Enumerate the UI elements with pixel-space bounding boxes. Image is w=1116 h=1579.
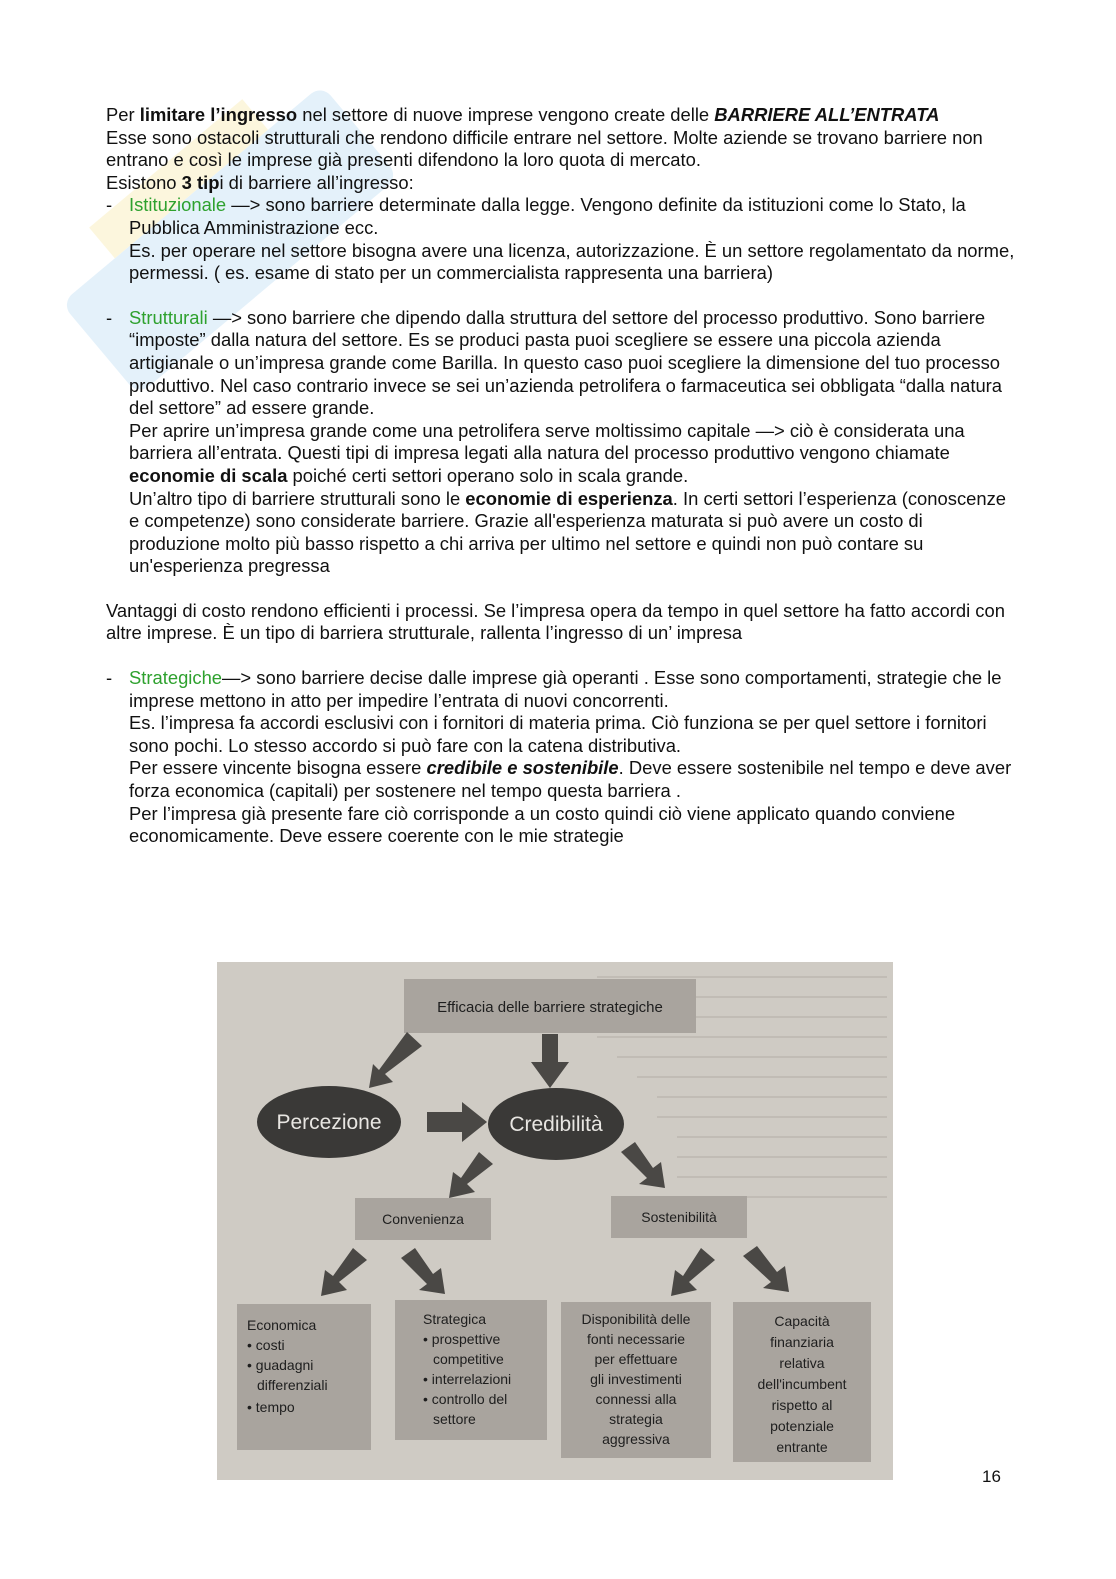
svg-text:Strategica: Strategica (423, 1311, 487, 1327)
svg-text:finanziaria: finanziaria (770, 1334, 834, 1350)
term-istituzionale: Istituzionale (129, 194, 227, 216)
svg-text:potenziale: potenziale (770, 1418, 834, 1434)
strategic-barriers-diagram (217, 962, 893, 1480)
svg-text:• costi: • costi (247, 1337, 285, 1353)
svg-text:rispetto al: rispetto al (771, 1397, 833, 1413)
svg-text:competitive: competitive (433, 1351, 504, 1367)
intro-line-1: Per limitare l’ingresso nel settore di nuove imprese vengono create delle BARRIERE ALL’ENTRATA (106, 104, 940, 125)
list-item-strategiche: - Strategiche—> sono barriere decise dalle imprese già operanti . Esse sono comportamenti, strategie che le imprese mettono in atto per impedire l’entrata di nuovi concorrenti. Es. l’impresa fa accordi esclusivi con i fornitori di materia prima. Ciò funziona se per quel settore i fornitori sono pochi. Lo stesso accordo si può fare con la catena distributiva. Per essere vincente bisogna essere credibile e sostenibile. Deve essere sostenibile nel tempo e deve aver forza economica (capitali) per sostenere nel tempo questa barriera . Per l’impresa già presente fare ciò corrisponde a un costo quindi ciò viene applicato quando conviene economicamente. Deve essere coerente con le mie strategie (106, 667, 1012, 847)
list-item-istituzionale: - Istituzionale —> sono barriere determinate dalla legge. Vengono definite da istituzioni come lo Stato, la Pubblica Amministrazione ecc. Es. per operare nel settore bisogna avere una licenza, autorizzazione. È un settore regolamentato da norme, permessi. ( es. esame di stato per un commercialista rappresenta una barriera) (106, 194, 1015, 284)
svg-text:fonti necessarie: fonti necessarie (586, 1331, 686, 1347)
svg-text:Disponibilità delle: Disponibilità delle (581, 1311, 691, 1327)
svg-text:Economica: Economica (247, 1317, 317, 1333)
svg-text:• prospettive: • prospettive (423, 1331, 501, 1347)
convenienza-label: Convenienza (382, 1211, 464, 1227)
svg-text:dell'incumbent: dell'incumbent (757, 1376, 847, 1392)
percezione-label: Percezione (276, 1111, 382, 1134)
svg-text:per effettuare: per effettuare (594, 1351, 678, 1367)
svg-text:strategia: strategia (609, 1411, 663, 1427)
credibilita-label: Credibilità (509, 1113, 603, 1136)
svg-text:• interrelazioni: • interrelazioni (423, 1371, 512, 1387)
svg-text:entrante: entrante (776, 1439, 828, 1455)
svg-text:• tempo: • tempo (247, 1399, 295, 1415)
diagram-top-label: Efficacia delle barriere strategiche (437, 999, 663, 1016)
document-body (106, 104, 1016, 848)
term-strutturali: Strutturali (129, 306, 208, 328)
capacita-text (757, 1313, 846, 1455)
svg-text:settore: settore (433, 1411, 476, 1427)
svg-text:connessi alla: connessi alla (595, 1391, 677, 1407)
list-item-strutturali: - Strutturali —> sono barriere che dipendo dalla struttura del settore del processo produttivo. Sono barriere “imposte” dalla natura del settore. Es se produci pasta puoi scegliere se essere una piccola azienda artigianale o un’impresa grande come Barilla. In questo caso puoi scegliere la dimensione del tuo processo produttivo. Nel caso contrario invece se sei un’azienda petrolifera o farmaceutica sei obbligata “dalla natura del settore” ad essere grande. Per aprire un’impresa grande come una petrolifera serve moltissimo capitale —> ciò è considerata una barriera all’entrata. Questi tipi di impresa legati alla natura del processo produttivo vengono chiamate economie di scala poiché certi settori operano solo in scala grande. Un’altro tipo di barriere strutturali sono le economie di esperienza. In certi settori l’esperienza (conoscenze e competenze) sono considerate barriere. Grazie all'esperienza maturata si può avere un costo di produzione molto più basso rispetto a chi arriva per ultimo nel settore e quindi non può contare su un'esperienza pregressa (106, 306, 1007, 577)
svg-text:differenziali: differenziali (257, 1377, 328, 1393)
intro-line-3: Esistono 3 tipi di barriere all’ingresso: (106, 171, 414, 193)
svg-text:Capacità: Capacità (774, 1313, 830, 1329)
svg-text:aggressiva: aggressiva (602, 1431, 670, 1447)
page-number: 16 (982, 1467, 1001, 1486)
svg-text:• guadagni: • guadagni (247, 1357, 314, 1373)
intro-line-2: Esse sono ostacoli strutturali che rendono difficile entrare nel settore. Molte aziende se trovano barriere non entrano e così le imprese già presenti difendono la loro quota di mercato. (106, 126, 983, 171)
sostenibilita-label: Sostenibilità (641, 1209, 717, 1225)
vantaggi-paragraph: Vantaggi di costo rendono efficienti i processi. Se l’impresa opera da tempo in quel settore ha fatto accordi con altre imprese. È un tipo di barriera strutturale, rallenta l’ingresso di un’ impresa (106, 599, 1005, 644)
term-strategiche: Strategiche (129, 667, 223, 689)
svg-text:• controllo del: • controllo del (423, 1391, 508, 1407)
svg-text:gli investimenti: gli investimenti (590, 1371, 682, 1387)
svg-text:relativa: relativa (779, 1355, 825, 1371)
